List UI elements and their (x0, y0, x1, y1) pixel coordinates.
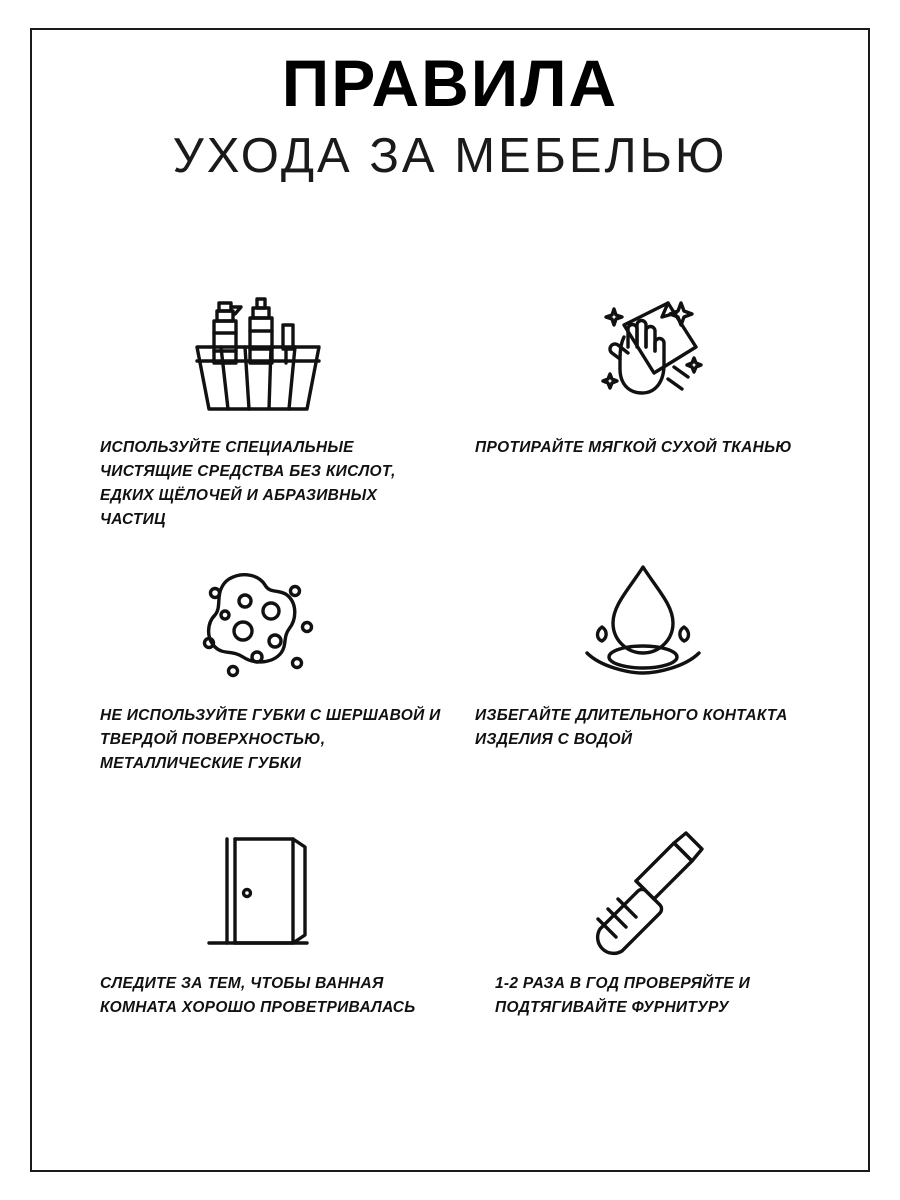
rule-item (455, 812, 830, 1080)
rule-caption: СЛЕДИТЕ ЗА ТЕМ, ЧТОБЫ ВАННАЯ КОМНАТА ХОРОШО ПРОВЕТРИВАЛАСЬ (100, 974, 416, 1016)
rule-item (70, 812, 445, 1080)
rule-caption: ИСПОЛЬЗУЙТЕ СПЕЦИАЛЬНЫЕ ЧИСТЯЩИЕ СРЕДСТВА БЕЗ КИСЛОТ, ЕДКИХ ЩЁЛОЧЕЙ И АБРАЗИВНЫХ ЧАСТИЦ (100, 438, 396, 528)
hand-wiping-cloth-icon (455, 276, 900, 436)
rule-caption: ИЗБЕГАЙТЕ ДЛИТЕЛЬНОГО КОНТАКТА ИЗДЕЛИЯ С ВОДОЙ (475, 706, 788, 748)
rule-caption: НЕ ИСПОЛЬЗУЙТЕ ГУБКИ С ШЕРШАВОЙ И ТВЕРДОЙ ПОВЕРХНОСТЬЮ, МЕТАЛЛИЧЕСКИЕ ГУБКИ (100, 706, 441, 772)
rule-caption: ПРОТИРАЙТЕ МЯГКОЙ СУХОЙ ТКАНЬЮ (475, 438, 792, 456)
page-subtitle: УХОДА ЗА МЕБЕЛЬЮ (172, 129, 728, 183)
rule-caption: 1-2 РАЗА В ГОД ПРОВЕРЯЙТЕ И ПОДТЯГИВАЙТЕ ФУРНИТУРУ (495, 974, 751, 1016)
rules-grid (70, 276, 830, 1080)
page-title: ПРАВИЛА (281, 46, 619, 120)
rule-item (455, 276, 830, 544)
rule-item (455, 544, 830, 812)
rule-item (70, 276, 445, 544)
water-drop-icon (455, 544, 900, 704)
rule-item (70, 544, 445, 812)
screwdriver-icon (455, 812, 900, 972)
